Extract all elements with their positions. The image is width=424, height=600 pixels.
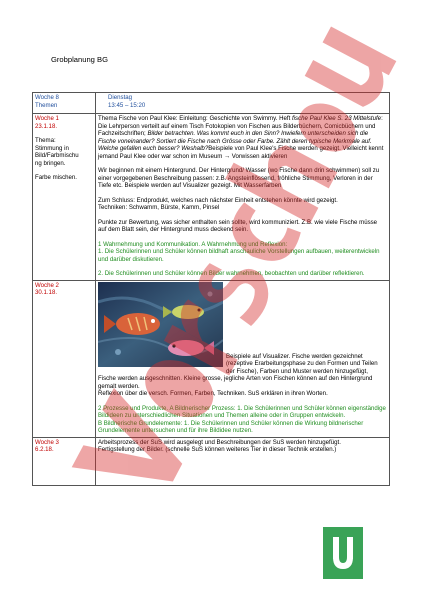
week1-assessment: Punkte zur Bewertung, was sicher enthalten sein sollte, wird kommuniziert. Z.B. wie viele Fische müsse auf dem Blatt sein, der Hintergrund muss deckend sein. xyxy=(98,218,378,233)
week1-topic-label: Thema: xyxy=(35,137,56,144)
week1-content-cell xyxy=(96,114,390,281)
week2-label: Woche 2 xyxy=(35,281,59,289)
week1-conclusion: Zum Schluss: Endprodukt, welches nach nächster Einheit entstehen könnte wird gezeigt. Techniken: Schwamm, Bürste, Kamm, Pinsel xyxy=(98,196,338,211)
header-topics: Themen xyxy=(35,101,58,109)
week1-topic-line: ng bringen. xyxy=(35,159,66,167)
week3-left-cell xyxy=(33,437,96,485)
week3-content-cell xyxy=(96,437,390,485)
week2-content-cell xyxy=(96,280,390,437)
week1-topic-line: Bild/Farbmischu xyxy=(35,152,79,159)
page-title: Grobplanung BG xyxy=(51,55,108,64)
week2-date: 30.1.18. xyxy=(35,289,58,296)
week2-curriculum: 2 Prozesse und Produkte. A Bildnerischer Prozess: 1. Die Schülerinnen und Schüler können eigenständige Bildideen zu unterschiedlichen Situationen und Themen alleine oder in Gruppen entwickeln. B Bildnerische Grundelemente: 1. Die Schülerinnen und Schüler können die Wirkung bildnerischer Grundelemente untersuchen und für ihre Bildidee nutzen. xyxy=(98,404,386,434)
week1-curriculum: 1 Wahrnehmung und Kommunikation. A Wahrnehmung und Reflexion: 1. Die Schülerinnen und Schüler können bildhaft anschauliche Vorstellungen aufbauen, weiterentwickeln und darüber diskutieren. xyxy=(98,240,380,263)
header-week: Woche 8 xyxy=(35,94,59,101)
table-header-row xyxy=(33,93,390,114)
header-day: Dienstag xyxy=(108,94,133,101)
week1-background-text: Wir beginnen mit einem Hintergrund. Der Hintergrund/ Wasser (wo Fische dann drin schwimmen) soll zu einer vorgegebenen Beschreibung passen: z.B. Angsteinflössend, fröhliche Stimmung, Verloren in der Tiefe etc. Beispiele werden auf Visualizer gezeigt. Mit Wasserfarben xyxy=(98,167,380,189)
fish-artwork-image xyxy=(98,282,223,367)
week1-topic-line: Stimmung in xyxy=(35,144,69,152)
week1-curriculum-2: 2. Die Schülerinnen und Schüler können Bilder wahrnehmen, beobachten und darüber reflektieren. xyxy=(98,270,365,277)
week3-text-2: Fertigstellung der Bilder. (schnelle SuS können weiteres Tier in dieser Technik erstellen.) xyxy=(98,446,337,453)
week1-date: 23.1.18. xyxy=(35,122,58,130)
week1-left-cell xyxy=(33,114,96,281)
header-left-cell xyxy=(33,93,96,114)
week2-left-cell xyxy=(33,280,96,437)
week2-text: Beispiele auf Visualizer. Fische werden gezeichnet (rezeptive Erarbeitungsphase zu den Formen und Teilen der Fische), Farben und Muster werden hinzugefügt, Fische werden ausgeschnitten. Kleine grosse, jegliche Arten von Fischen können auf den Hintergrund gemalt werden. Reflexion über die versch. Formen, Farben, Techniken. SuS erklären in ihren Worten. xyxy=(98,352,378,397)
brand-logo xyxy=(323,527,363,579)
header-time: 13:45 – 15:20 xyxy=(108,101,146,109)
week1-topic-line: Farbe mischen. xyxy=(35,174,77,181)
week3-label: Woche 3 xyxy=(35,438,59,446)
week1-label: Woche 1 xyxy=(35,115,59,122)
table-row xyxy=(33,280,390,437)
week1-intro: Thema Fische von Paul Klee: Einleitung: Geschichte von Swimmy. Heft fische Paul Klee S. 23 Mittelstufe: Die Lehrperson verteilt auf einem Tisch Fotokopien von Fischen aus Bilderbüchern, Comicbüchern und Fachzeitschriften; Bilder betrachten. Was kommt euch in den Sinn? Inwiefern unterscheiden sich die Fische voneinander? Sortiert die Fische nach Grösse oder Farbe. Zählt deren typische Merkmale auf. Welche gefallen euch besser? Weshalb?Beispiele von Paul Klee's Fische werden gezeigt. Vielleicht kennt jemand Paul Klee oder war schon im Museum → Vorwissen aktivieren xyxy=(98,115,384,160)
planning-table xyxy=(32,92,390,486)
header-right-cell xyxy=(96,93,390,114)
week3-date: 6.2.18. xyxy=(35,446,54,453)
table-row xyxy=(33,437,390,485)
week3-text-1: Arbeitsprozess der SuS wird ausgelegt und Beschreibungen der SuS werden hinzugefügt. xyxy=(98,438,341,446)
table-row xyxy=(33,114,390,281)
